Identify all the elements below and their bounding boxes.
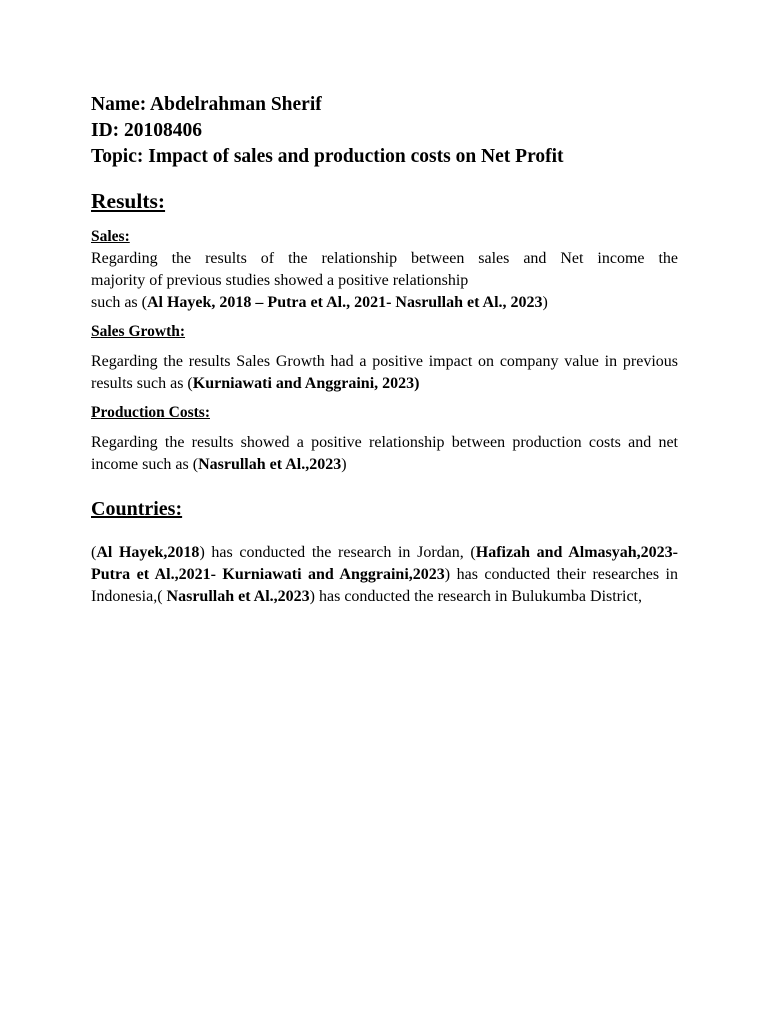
production-costs-close: ) — [341, 456, 347, 473]
sales-line-2: majority of previous studies showed a positive relationship — [91, 272, 469, 289]
sales-growth-heading: Sales Growth: — [91, 323, 186, 340]
countries-paragraph — [91, 542, 678, 608]
sales-growth-citation: Kurniawati and Anggraini, 2023) — [192, 375, 420, 392]
sales-line-1: Regarding the results of the relationship between sales and Net income the — [91, 250, 678, 267]
sales-citation: Al Hayek, 2018 – Putra et Al., 2021- Nasrullah et Al., 2023 — [146, 294, 543, 311]
production-costs-citation: Nasrullah et Al.,2023 — [198, 456, 342, 473]
countries-text-2: ) has conducted their researches in Indonesia,( — [91, 566, 678, 605]
countries-cite-bulukumba: Nasrullah et Al.,2023 — [166, 588, 310, 605]
countries-heading: Countries: — [91, 498, 183, 520]
document-page — [91, 92, 678, 608]
header-block — [91, 92, 678, 170]
sales-cite-close: ) — [542, 294, 548, 311]
results-heading: Results: — [91, 189, 166, 213]
countries-cite-indonesia: Hafizah and Almasyah,2023-Putra et Al.,2021- Kurniawati and Anggraini,2023 — [91, 544, 678, 583]
countries-text-1: ) has conducted the research in Jordan, ( — [199, 544, 476, 561]
sales-cite-open: such as ( — [91, 294, 147, 311]
countries-text-3: ) has conducted the research in Bulukumba District, — [309, 588, 642, 605]
sales-line-3 — [91, 292, 678, 314]
student-id: ID: 20108406 — [91, 120, 203, 141]
topic-title: Topic: Impact of sales and production costs on Net Profit — [91, 146, 564, 167]
sales-paragraph — [91, 248, 678, 314]
student-name: Name: Abdelrahman Sherif — [91, 94, 322, 115]
production-costs-text: Regarding the results showed a positive relationship between production costs and net income such as ( — [91, 434, 678, 473]
countries-cite-jordan: Al Hayek,2018 — [96, 544, 200, 561]
production-costs-paragraph — [91, 432, 678, 476]
sales-growth-text: Regarding the results Sales Growth had a positive impact on company value in previous results such as ( — [91, 353, 678, 392]
sales-growth-paragraph — [91, 351, 678, 395]
countries-open: ( — [91, 544, 97, 561]
production-costs-heading: Production Costs: — [91, 404, 210, 421]
sales-heading: Sales: — [91, 228, 130, 245]
